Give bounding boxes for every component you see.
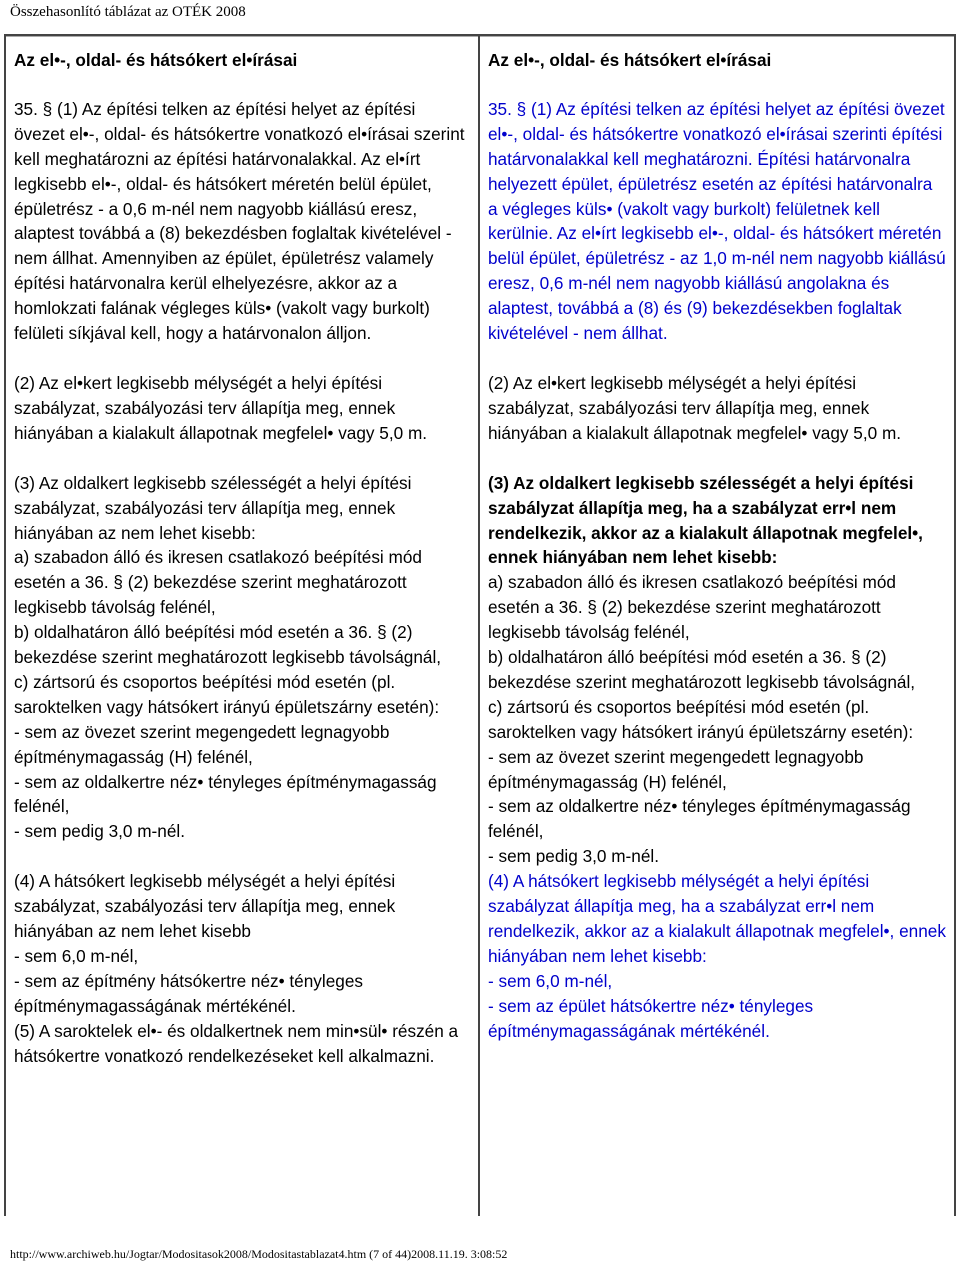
page-footer-url: http://www.archiweb.hu/Jogtar/Modositasok2008/Modositastablazat4.htm (7 of 44)2008.11.19. 3:08:52 (10, 1247, 508, 1261)
left-paragraph-3: (3) Az oldalkert legkisebb szélességét a helyi építési szabályzat, szabályozási terv állapítja meg, ennek hiányában az nem lehet kisebb: a) szabadon álló és ikresen csatlakozó beépítési mód esetén a 36. § (2) bekezdése szerint meghatározott legkisebb távolság felénél, b) oldalhatáron álló beépítési mód esetén a 36. § (2) bekezdése szerint meghatározott legkisebb távolságnál, c) zártsorú és csoportos beépítési mód esetén (pl. saroktelken vagy hátsókert irányú épületszárny esetén): - sem az övezet szerint megengedett legnagyobb építménymagasság (H) felénél, - sem az oldalkertre néz• tényleges építménymagasság felénél, - sem pedig 3,0 m-nél. (14, 472, 442, 842)
right-paragraph-3-amended: (3) Az oldalkert legkisebb szélességét a helyi építési szabályzat állapítja meg, ha a szabályzat err•l nem rendelkezik, akkor az a kialakult állapotnak megfelel•, ennek hiányában nem lehet kisebb: (488, 472, 923, 568)
right-column-amended (480, 36, 956, 1216)
left-paragraph-2: (2) Az el•kert legkisebb mélységét a helyi építési szabályzat, szabályozási terv állapítja meg, ennek hiányában a kialakult állapotnak megfelel• vagy 5,0 m. (14, 372, 428, 443)
left-paragraph-5: (5) A saroktelek el•- és oldalkertnek nem min•sül• részén a hátsókertre vonatkozó rendelkezéseket kell alkalmazni. (14, 1020, 459, 1066)
comparison-table (4, 34, 956, 1216)
right-paragraph-2: (2) Az el•kert legkisebb mélységét a helyi építési szabályzat, szabályozási terv állapítja meg, ennek hiányában a kialakult állapotnak megfelel• vagy 5,0 m. (488, 372, 902, 443)
left-column-original (6, 36, 480, 1216)
left-paragraph-35-1: 35. § (1) Az építési telken az építési helyet az építési övezet el•-, oldal- és hátsókertre vonatkozó el•írásai szerint kell meghatározni az építési határvonalakkal. Az el•írt legkisebb el•-, oldal- és hátsókert méretén belül épület, épületrész - a 0,6 m-nél nem nagyobb kiállású eresz, alaptest továbbá a (8) bekezdésben foglaltak kivételével - nem állhat. Amennyiben az épület, épületrész valamely építési határvonalra kerül elhelyezésre, akkor az a homlokzati falának végleges küls• (vakolt vagy burkolt) felületi síkjával kell, hogy a határvonalon álljon. (14, 98, 465, 344)
left-section-title: Az el•-, oldal- és hátsókert el•írásai (14, 50, 298, 70)
right-paragraph-35-1: 35. § (1) Az építési telken az építési helyet az építési övezet el•-, oldal- és hátsókertre vonatkozó el•írásai szerinti építési határvonalakkal kell meghatározni. Építési határvonalra helyezett épület, épületrész esetén az építési határvonalra a végleges küls• (vakolt vagy burkolt) felületnek kell kerülnie. Az el•írt legkisebb el•-, oldal- és hátsókert méretén belül épület, épületrész - az 1,0 m-nél nem nagyobb kiállású eresz, 0,6 m-nél nem nagyobb kiállású angolakna és alaptest, továbbá a (8) és (9) bekezdésekben foglaltak kivételével - nem állhat. (488, 98, 946, 344)
left-paragraph-4: (4) A hátsókert legkisebb mélységét a helyi építési szabályzat, szabályozási terv állapítja meg, ennek hiányában az nem lehet kisebb - sem 6,0 m-nél, - sem az építmény hátsókertre néz• tényleges építménymagasságának mértékénél. (14, 871, 396, 1016)
right-paragraph-3-items: a) szabadon álló és ikresen csatlakozó beépítési mód esetén a 36. § (2) bekezdése szerint meghatározott legkisebb távolság felénél, b) oldalhatáron álló beépítési mód esetén a 36. § (2) bekezdése szerint meghatározott legkisebb távolságnál, c) zártsorú és csoportos beépítési mód esetén (pl. saroktelken vagy hátsókert irányú épületszárny esetén): - sem az övezet szerint megengedett legnagyobb építménymagasság (H) felénél, - sem az oldalkertre néz• tényleges építménymagasság felénél, - sem pedig 3,0 m-nél. (488, 572, 916, 867)
page-header: Összehasonlító táblázat az OTÉK 2008 (10, 4, 246, 20)
right-section-title: Az el•-, oldal- és hátsókert el•írásai (488, 50, 772, 70)
right-paragraph-4: (4) A hátsókert legkisebb mélységét a helyi építési szabályzat állapítja meg, ha a szabályzat err•l nem rendelkezik, akkor az a kialakult állapotnak megfelel•, ennek hiányában nem lehet kisebb: - sem 6,0 m-nél, - sem az épület hátsókertre néz• tényleges építménymagasságának mértékénél. (488, 871, 946, 1041)
